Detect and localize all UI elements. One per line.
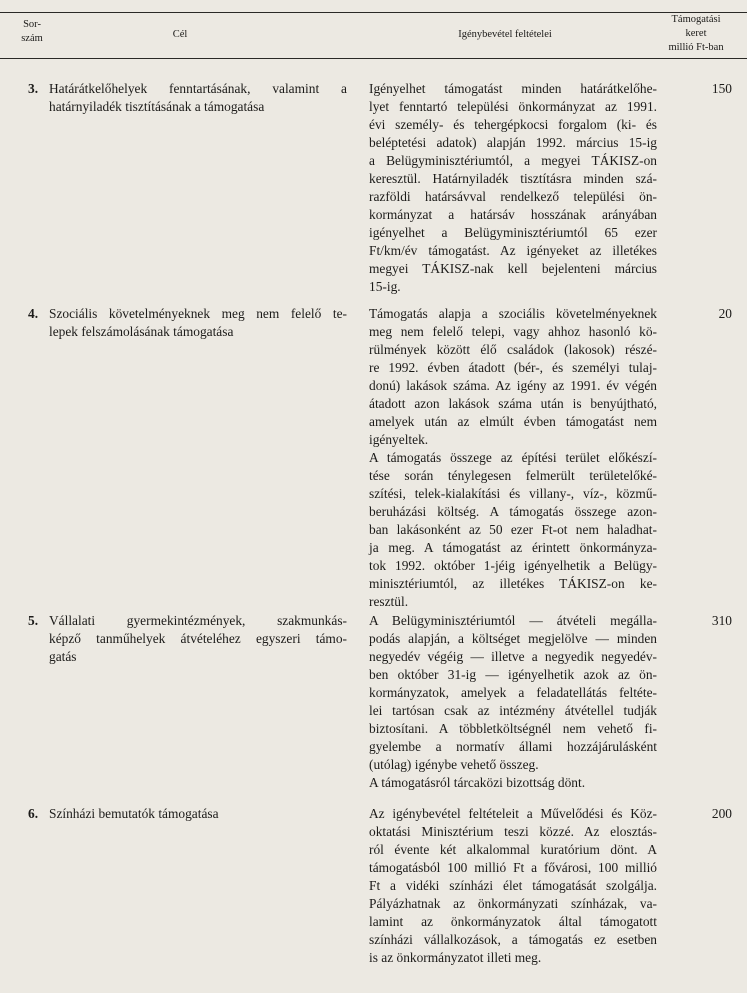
header-bottom-rule — [0, 58, 747, 59]
row-conditions: Igényelhet támogatást minden határátkelőhe- lyet fenntartó települési önkormányzat az 1991. évi személy- és tehergépkocsi forgalom (ki- és beléptetési adatok) alapján 1992. március 15-ig a Belügyminisztériumtól, a megyei TÁKISZ-on keresztül. Határnyiladék tisztításra minden szá- razföldi határsávval rendelkező települési ön- kormányzat a határsáv hosszának arányában igényelhet a Belügyminisztériumtól 65 ezer Ft/km/év támogatást. Az igényeket az illetékes megyei TÁKISZ-nak kell bejelenteni március 15-ig. — [369, 81, 657, 294]
row-goal: Szociális követelményeknek meg nem felelő te- lepek felszámolásának támogatása — [49, 306, 347, 339]
column-header-amount: Támogatási keret millió Ft-ban — [668, 14, 724, 53]
row-number: 4. — [28, 306, 39, 321]
row-goal: Színházi bemutatók támogatása — [49, 806, 219, 821]
row-amount: 200 — [711, 806, 732, 821]
row-conditions: A Belügyminisztériumtól — átvételi megálla- podás alapján, a költséget megjelölve — minden negyedév végéig — illetve a negyedik negyedév- ben október 31-ig — igényelhetik azok az ön- kormányzatok, amelyek a feladatellátás feltéte- lei tartósan csak az intézmény átvétellel tudják biztosítani. A többletköltségnél nem vehető fi- gyelembe a normatív állami hozzájárulásként (utólag) igénybe vehető összeg. A támogatásról tárcaközi bizottság dönt. — [369, 613, 657, 790]
row-conditions: Az igénybevétel feltételeit a Művelődési és Köz- oktatási Minisztérium teszi közzé. Az elosztás- ról évente két alkalommal kuratórium dönt. A támogatásból 100 millió Ft a fővárosi, 100 millió Ft a vidéki színházi élet támogatását szolgálja. Pályázhatnak az önkormányzati színházak, va- lamint az önkormányzatok által támogatott színházi vállalkozások, a támogatás ez esetben is az önkormányzatot illeti meg. — [369, 806, 657, 965]
column-header-goal: Cél — [172, 29, 188, 40]
row-number: 6. — [28, 806, 39, 821]
row-goal: Határátkelőhelyek fenntartásának, valamint a határnyiladék tisztításának a támogatása — [49, 81, 347, 114]
row-conditions: Támogatás alapja a szociális követelményeknek meg nem felelő telepi, vagy ahhoz hasonló kö- rülmények között élő családok (lakosok) részé- re 1992. évben átadott (bér-, és személyi tulaj- donú) lakások száma. Az igény az 1991. év végén átadott azon lakások száma után is benyújtható, amelyek után az elmúlt évben támogatást nem igényeltek. A támogatás összege az építési terület előkészí- tése során ténylegesen felmerült területelőké- szítési, telek-kialakítási és villany-, víz-, közmű- beruházási költség. A támogatás összege azon- ban lakásonként az 50 ezer Ft-ot nem haladhat- ja meg. A támogatást az érintett önkormányza- tok 1992. október 1-jéig igényelhetik a Belügy- minisztériumtól, az illetékes TÁKISZ-on ke- resztül. — [369, 306, 657, 609]
row-goal: Vállalati gyermekintézmények, szakmunkás- képző tanműhelyek átvételéhez egyszeri támo- gatás — [49, 613, 347, 664]
row-amount: 310 — [711, 613, 732, 628]
header-top-rule — [0, 12, 747, 13]
column-header-number: Sor- szám — [21, 19, 43, 44]
row-amount: 20 — [718, 306, 732, 321]
column-header-conditions: Igénybevétel feltételei — [458, 29, 552, 40]
row-amount: 150 — [711, 81, 732, 96]
row-number: 3. — [28, 81, 39, 96]
row-number: 5. — [28, 613, 39, 628]
